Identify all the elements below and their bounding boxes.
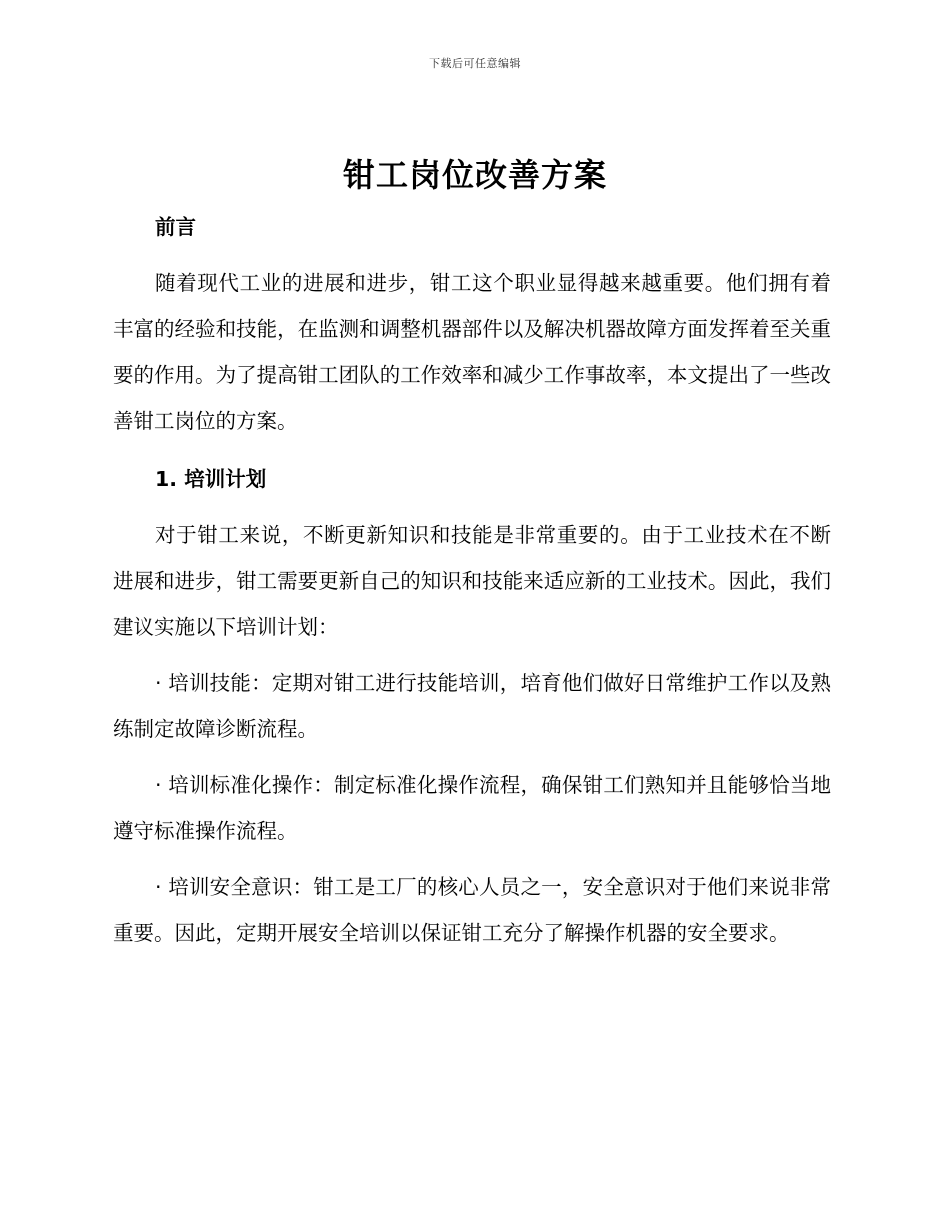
training-bullet-standard-ops: · 培训标准化操作：制定标准化操作流程，确保钳工们熟知并且能够恰当地遵守标准操作流程。 [113, 773, 831, 843]
section-heading-preface: 前言 [155, 215, 196, 239]
training-paragraph: 对于钳工来说，不断更新知识和技能是非常重要的。由于工业技术在不断进展和进步，钳工需要更新自己的知识和技能来适应新的工业技术。因此，我们建议实施以下培训计划： [113, 523, 831, 639]
training-bullet-safety: · 培训安全意识：钳工是工厂的核心人员之一，安全意识对于他们来说非常重要。因此，定期开展安全培训以保证钳工充分了解操作机器的安全要求。 [113, 875, 831, 945]
header-note: 下载后可任意编辑 [429, 57, 521, 70]
section-heading-training: 1. 培训计划 [155, 467, 267, 491]
training-bullet-skills: · 培训技能：定期对钳工进行技能培训，培育他们做好日常维护工作以及熟练制定故障诊断流程。 [113, 671, 831, 741]
document-title: 钳工岗位改善方案 [342, 156, 607, 194]
preface-paragraph: 随着现代工业的进展和进步，钳工这个职业显得越来越重要。他们拥有着丰富的经验和技能，在监测和调整机器部件以及解决机器故障方面发挥着至关重要的作用。为了提高钳工团队的工作效率和减少工作事故率，本文提出了一些改善钳工岗位的方案。 [113, 271, 831, 433]
document-body [113, 204, 831, 956]
